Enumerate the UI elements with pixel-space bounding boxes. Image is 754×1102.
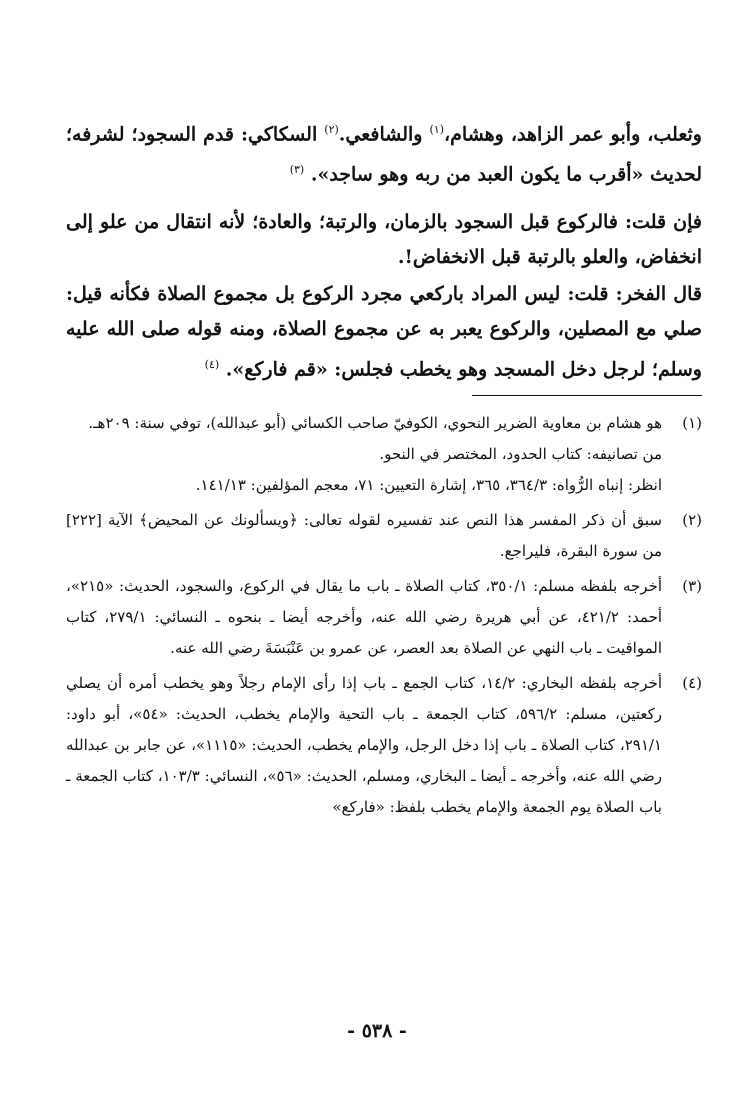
footnote-2 [66, 505, 702, 567]
footnote-body [66, 505, 662, 567]
footnotes-section [66, 408, 702, 823]
footnote-line: أخرجه بلفظه مسلم: ٣٥٠/١، كتاب الصلاة ـ باب ما يقال في الركوع، والسجود، الحديث: «٢١٥»، أحمد: ٤٢١/٢، عن أبي هريرة رضي الله عنه، وأخرجه أيضا ـ بنحوه ـ النسائي: ٢٧٩/١، كتاب المواقيت ـ باب النهي عن الصلاة بعد العصر، عن عمرو بن عَنْبَسَةَ رضي الله عنه. [66, 576, 663, 657]
footnote-number: (٣) [682, 576, 702, 595]
page-number: - ٥٣٨ - [347, 1020, 407, 1042]
footnote-1 [66, 408, 702, 501]
paragraph-2: فإن قلت: فالركوع قبل السجود بالزمان، والرتبة؛ والعادة؛ لأنه انتقال من علو إلى انخفاض، والعلو بالرتبة قبل الانخفاض!. [66, 210, 702, 268]
footnote-number: (٤) [682, 673, 702, 692]
footnote-line: أخرجه بلفظه البخاري: ١٤/٢، كتاب الجمع ـ باب إذا رأى الإمام رجلاً وهو يخطب أمره أن يصلي ركعتين، مسلم: ٥٩٦/٢، كتاب الجمعة ـ باب التحية والإمام يخطب، الحديث: «٥٤»، أبو داود: ٢٩١/١، كتاب الصلاة ـ باب إذا دخل الرجل، والإمام يخطب، الحديث: «١١١٥»، عن جابر بن عبدالله رضي الله عنه، وأخرجه ـ أيضا ـ البخاري، ومسلم، الحديث: «٥٦»، النسائي: ١٠٣/٣، كتاب الجمعة ـ باب الصلاة يوم الجمعة والإمام يخطب بلفظ: «فاركع» [66, 673, 663, 816]
footnote-ref-1[interactable]: (١) [429, 123, 445, 136]
footnote-ref-2[interactable]: (٢) [324, 123, 339, 136]
paragraph-1-part-c: السكاكي: قدم السجود؛ لشرفه؛ لحديث «أقرب ما يكون العبد من ربه وهو ساجد». [66, 123, 702, 186]
main-text [66, 112, 702, 387]
paragraph-1-part-b: والشافعي. [338, 123, 423, 146]
footnote-number: (٢) [682, 510, 702, 529]
paragraph-1-part-a: وثعلب، وأبو عمر الزاهد، وهشام، [444, 123, 702, 146]
footnote-4 [66, 668, 702, 823]
footnote-number: (١) [682, 413, 702, 432]
footnote-body [66, 571, 662, 664]
footnote-line: انظر: إنباه الرُّواه: ٣٦٤/٣، ٣٦٥، إشارة التعيين: ٧١، معجم المؤلفين: ١٤١/١٣. [195, 475, 662, 494]
paragraph-1 [66, 112, 702, 193]
paragraph-3-text: قال الفخر: قلت: ليس المراد باركعي مجرد الركوع بل مجموع الصلاة فكأنه قيل: صلي مع المصلين، والركوع يعبر به عن مجموع الصلاة، ومنه قوله صلى الله عليه وسلم؛ لرجل دخل المسجد وهو يخطب فجلس: «قم فاركع». [66, 282, 702, 380]
footnote-body [66, 668, 662, 823]
footnote-3 [66, 571, 702, 664]
paragraph-3 [66, 277, 702, 387]
footnote-line: سبق أن ذكر المفسر هذا النص عند تفسيره لقوله تعالى: ﴿ويسألونك عن المحيض﴾ الآية [٢٢٢] من سورة البقرة، فليراجع. [66, 510, 662, 560]
footnote-ref-4[interactable]: (٤) [204, 357, 220, 371]
footnote-line: هو هشام بن معاوية الضرير النحوي، الكوفيّ صاحب الكسائي (أبو عبدالله)، توفي سنة: ٢٠٩هـ. [88, 413, 662, 432]
footnote-body [66, 408, 662, 501]
footnote-ref-3[interactable]: (٣) [289, 163, 305, 177]
footnote-line: من تصانيفه: كتاب الحدود، المختصر في النحو. [379, 444, 662, 463]
footnote-divider [472, 395, 702, 396]
